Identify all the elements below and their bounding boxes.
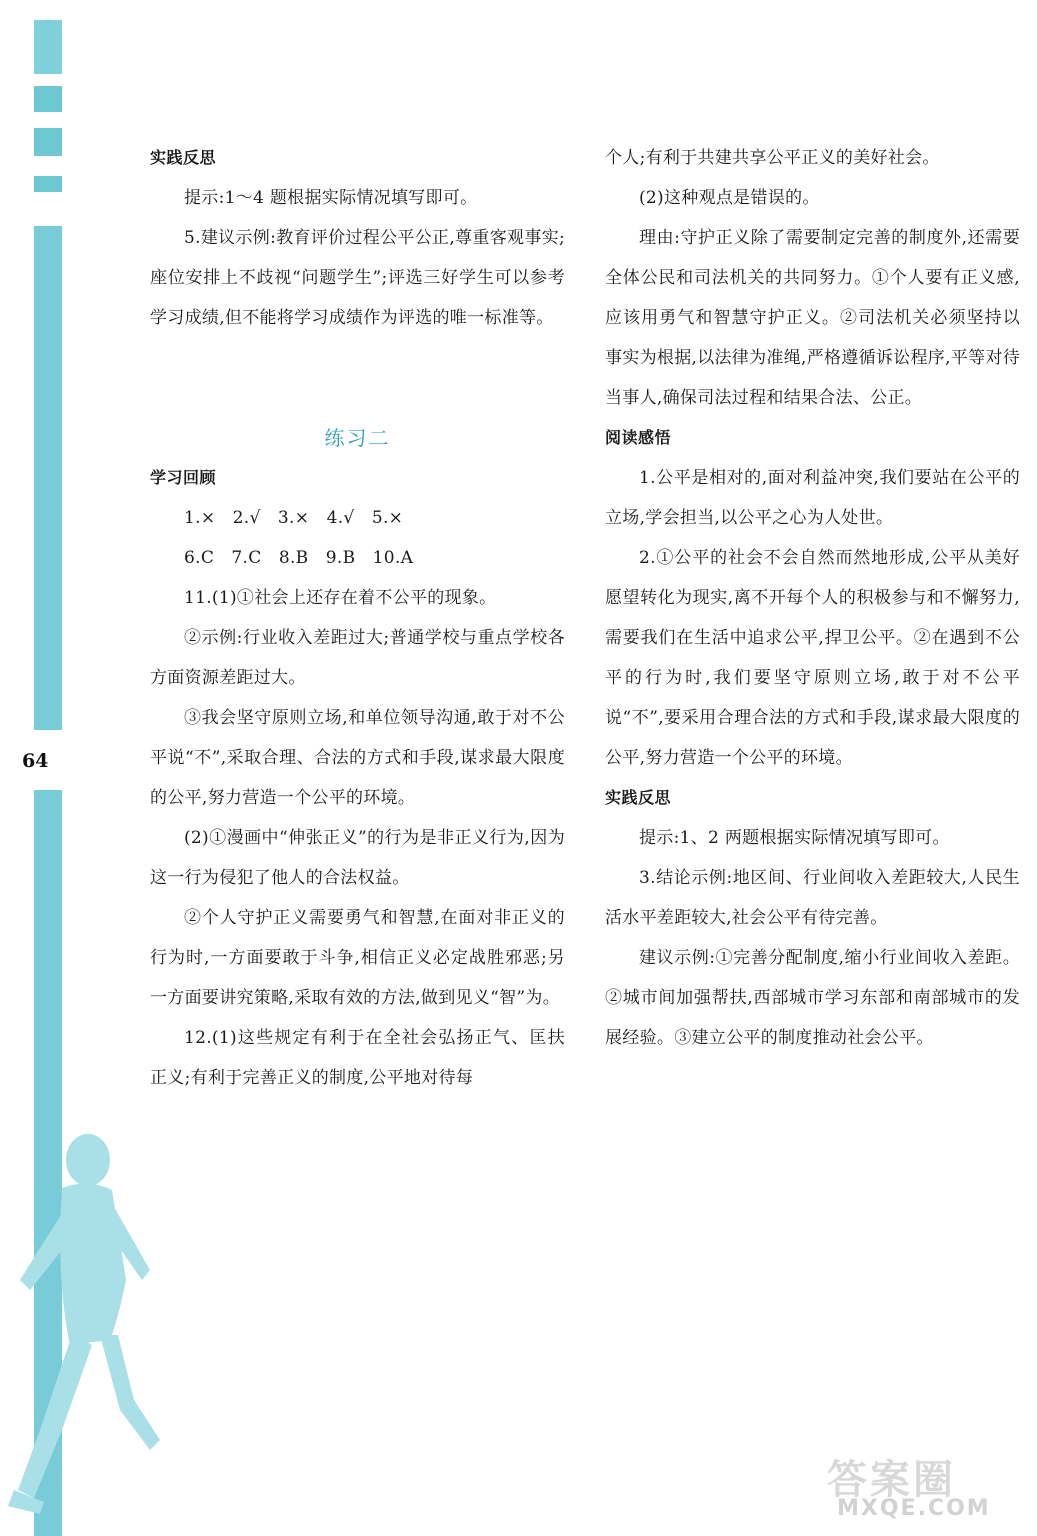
sidebar-strip	[34, 86, 62, 112]
paragraph: (2)这种观点是错误的。	[639, 188, 820, 208]
watermark-logo	[827, 1448, 1027, 1528]
paragraph: 提示:1、2 两题根据实际情况填写即可。	[639, 828, 950, 848]
paragraph: 提示:1～4 题根据实际情况填写即可。	[184, 188, 478, 208]
sidebar-strip	[34, 20, 62, 74]
sidebar-strip	[34, 226, 62, 730]
paragraph: 理由:守护正义除了需要制定完善的制度外,还需要全体公民和司法机关的共同努力。①个人要有正义感,应该用勇气和智慧守护正义。②司法机关必须坚持以事实为根据,以法律为准绳,严格遵循诉讼程序,平等对待当事人,确保司法过程和结果合法、公正。	[605, 228, 1021, 408]
page-sidebar-decoration	[0, 0, 80, 1536]
page-number: 64	[22, 750, 49, 772]
paragraph: 2.①公平的社会不会自然而然地形成,公平从美好愿望转化为现实,离不开每个人的积极参与和不懈努力,需要我们在生活中追求公平,捍卫公平。②在遇到不公平的行为时,我们要坚守原则立场,敢于对不公平说“不”,要采用合理合法的方式和手段,谋求最大限度的公平,努力营造一个公平的环境。	[605, 548, 1020, 768]
paragraph: (2)①漫画中“伸张正义”的行为是非正义行为,因为这一行为侵犯了他人的合法权益。	[150, 828, 565, 888]
watermark-url: MXQE.COM	[837, 1496, 991, 1521]
answer-row: 6.C 7.C 8.B 9.B 10.A	[184, 548, 414, 568]
paragraph: ②个人守护正义需要勇气和智慧,在面对非正义的行为时,一方面要敢于斗争,相信正义必定战胜邪恶;另一方面要讲究策略,采取有效的方法,做到见义“智”为。	[150, 908, 565, 1008]
section-heading-practice-reflection: 实践反思	[605, 788, 672, 807]
paragraph: 1.公平是相对的,面对利益冲突,我们要站在公平的立场,学会担当,以公平之心为人处世。	[605, 468, 1020, 528]
paragraph: 建议示例:①完善分配制度,缩小行业间收入差距。②城市间加强帮扶,西部城市学习东部和南部城市的发展经验。③建立公平的制度推动社会公平。	[605, 948, 1020, 1048]
exercise-title: 练习二	[324, 426, 391, 450]
paragraph: ③我会坚守原则立场,和单位领导沟通,敢于对不公平说“不”,采取合理、合法的方式和手段,谋求最大限度的公平,努力营造一个公平的环境。	[150, 708, 565, 808]
running-figure-illustration	[0, 1130, 170, 1536]
section-heading-reading: 阅读感悟	[605, 428, 672, 447]
section-heading-practice-reflection: 实践反思	[150, 148, 217, 167]
paragraph: 个人;有利于共建共享公平正义的美好社会。	[605, 148, 940, 168]
section-heading-review: 学习回顾	[150, 468, 217, 487]
paragraph: ②示例:行业收入差距过大;普通学校与重点学校各方面资源差距过大。	[150, 628, 565, 688]
answer-row: 1.× 2.√ 3.× 4.√ 5.×	[184, 508, 404, 528]
sidebar-strip	[34, 176, 62, 192]
paragraph: 5.建议示例:教育评价过程公平公正,尊重客观事实;座位安排上不歧视“问题学生”;评选三好学生可以参考学习成绩,但不能将学习成绩作为评选的唯一标准等。	[150, 228, 565, 328]
paragraph: 11.(1)①社会上还存在着不公平的现象。	[184, 588, 497, 608]
paragraph: 3.结论示例:地区间、行业间收入差距较大,人民生活水平差距较大,社会公平有待完善。	[605, 868, 1020, 928]
right-column	[605, 138, 1020, 1058]
paragraph: 12.(1)这些规定有利于在全社会弘扬正气、匡扶正义;有利于完善正义的制度,公平地对待每	[150, 1028, 565, 1088]
sidebar-strip	[34, 128, 62, 156]
watermark-text: 答案圈	[827, 1457, 956, 1503]
left-column	[150, 138, 565, 1098]
